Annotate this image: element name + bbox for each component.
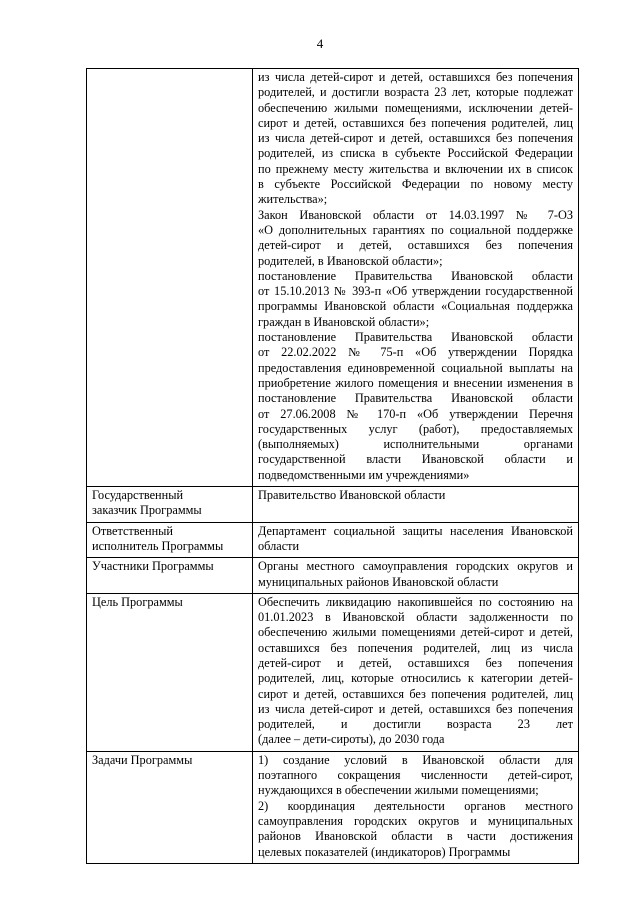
row-value-line: обеспечению жилыми помещениями детей-сирот и детей, xyxy=(258,625,573,640)
table-row xyxy=(87,751,579,863)
row-label-line: исполнитель Программы xyxy=(92,538,224,553)
row-value-line: из числа детей-сирот и детей, оставшихся без попечения xyxy=(258,70,573,84)
row-value-line: 01.01.2023 в Ивановской области задолженности по xyxy=(258,610,573,625)
row-label-cell xyxy=(87,751,253,863)
row-label-line: Цель Программы xyxy=(92,594,183,609)
row-value-line: (далее – дети-сироты), до 2030 года xyxy=(258,732,445,747)
row-label-line: Участники Программы xyxy=(92,559,214,574)
row-value-line: 2) координация деятельности органов местного xyxy=(258,798,573,813)
row-value-line: подведомственными им учреждениями» xyxy=(258,467,470,482)
row-value-line: родителей, и достигли возраста 23 лет, которые подлежат xyxy=(258,85,573,100)
row-value-line: предоставления единовременной социальной выплаты на xyxy=(258,360,573,375)
row-value-cell xyxy=(253,593,579,751)
row-value-line: детей-сирот и детей, оставшихся без попечения xyxy=(258,655,573,670)
row-value-line: приобретение жилого помещения и внесении изменения в xyxy=(258,375,573,390)
row-value-line: программы Ивановской области «Социальная поддержка xyxy=(258,299,573,314)
row-value-line: сирот и детей, оставшихся без попечения родителей, лиц xyxy=(258,115,573,130)
row-value-line: целевых показателей (индикаторов) Программы xyxy=(258,844,511,859)
row-value-line: обеспечению жилыми помещениями, исключении детей- xyxy=(258,100,573,115)
row-value-line: от 22.02.2022 № 75-п «Об утверждении Порядка xyxy=(258,345,573,360)
row-value-cell xyxy=(253,487,579,523)
row-value-line: Органы местного самоуправления городских округов и xyxy=(258,559,573,574)
row-label-cell xyxy=(87,487,253,523)
row-value-cell xyxy=(253,522,579,558)
row-value-line: нуждающихся в обеспечении жилыми помещениями; xyxy=(258,783,539,798)
table-row xyxy=(87,487,579,523)
row-value-line: из числа детей-сирот и детей, оставшихся без попечения xyxy=(258,131,573,146)
row-value-line: Правительство Ивановской области xyxy=(258,488,446,503)
row-value-line: Обеспечить ликвидацию накопившейся по состоянию на xyxy=(258,594,573,609)
row-label-cell xyxy=(87,522,253,558)
table-row xyxy=(87,522,579,558)
row-label-line: Государственный xyxy=(92,488,184,503)
row-value-line: постановление Правительства Ивановской области xyxy=(258,268,573,283)
row-value-line: постановление Правительства Ивановской области xyxy=(258,391,573,406)
row-value-line: родителей, в Ивановской области»; xyxy=(258,253,443,268)
row-value-line: 1) создание условий в Ивановской области для xyxy=(258,752,573,767)
row-value-cell xyxy=(253,69,579,487)
row-value-line: сирот и детей, оставшихся без попечения родителей, лиц xyxy=(258,686,573,701)
row-value-line: поэтапного сокращения численности детей-сирот, xyxy=(258,768,573,783)
row-value-line: оставшихся без попечения родителей, лиц из числа xyxy=(258,640,573,655)
table-row xyxy=(87,558,579,594)
row-label-line: Ответственный xyxy=(92,523,173,538)
row-value-line: из числа детей-сирот и детей, оставшихся без попечения xyxy=(258,701,573,716)
row-value-line: Закон Ивановской области от 14.03.1997 № 7-ОЗ xyxy=(258,207,573,222)
row-value-line: по прежнему месту жительства и включении их в список xyxy=(258,161,573,176)
row-value-line: государственных услуг (работ), предоставляемых xyxy=(258,421,573,436)
row-value-line: районов Ивановской области в части достижения xyxy=(258,829,573,844)
table-row xyxy=(87,593,579,751)
row-value-line: постановление Правительства Ивановской области xyxy=(258,330,573,345)
row-value-line: детей-сирот и детей, оставшихся без попечения xyxy=(258,238,573,253)
row-value-line: «О дополнительных гарантиях по социальной поддержке xyxy=(258,222,573,237)
row-label-cell xyxy=(87,558,253,594)
row-value-line: государственной власти Ивановской области и xyxy=(258,452,573,467)
row-value-line: от 27.06.2008 № 170-п «Об утверждении Перечня xyxy=(258,406,573,421)
row-label-cell xyxy=(87,593,253,751)
row-value-line: от 15.10.2013 № 393-п «Об утверждении государственной xyxy=(258,284,573,299)
row-value-line: муниципальных районов Ивановской области xyxy=(258,574,499,589)
row-value-line: жительства»; xyxy=(258,192,328,207)
row-value-line: родителей, лиц, которые относились к категории детей- xyxy=(258,671,573,686)
page-number: 4 xyxy=(316,36,324,51)
row-value-line: (выполняемых) исполнительными органами xyxy=(258,437,573,452)
row-label-line: заказчик Программы xyxy=(92,503,202,518)
row-value-line: самоуправления городских округов и муниципальных xyxy=(258,813,573,828)
row-value-line: в субъекте Российской Федерации по новому месту xyxy=(258,177,573,192)
program-passport-table xyxy=(86,68,579,864)
row-value-line: родителей, и достигли возраста 23 лет xyxy=(258,717,573,732)
row-value-cell xyxy=(253,558,579,594)
row-label-cell xyxy=(87,69,253,487)
row-value-line: родителей, из списка в субъекте Российской Федерации xyxy=(258,146,573,161)
row-value-line: области xyxy=(258,538,300,553)
row-value-line: Департамент социальной защиты населения Ивановской xyxy=(258,523,573,538)
row-label-line: Задачи Программы xyxy=(92,752,193,767)
table-row xyxy=(87,69,579,487)
row-value-line: граждан в Ивановской области»; xyxy=(258,314,430,329)
row-value-cell xyxy=(253,751,579,863)
